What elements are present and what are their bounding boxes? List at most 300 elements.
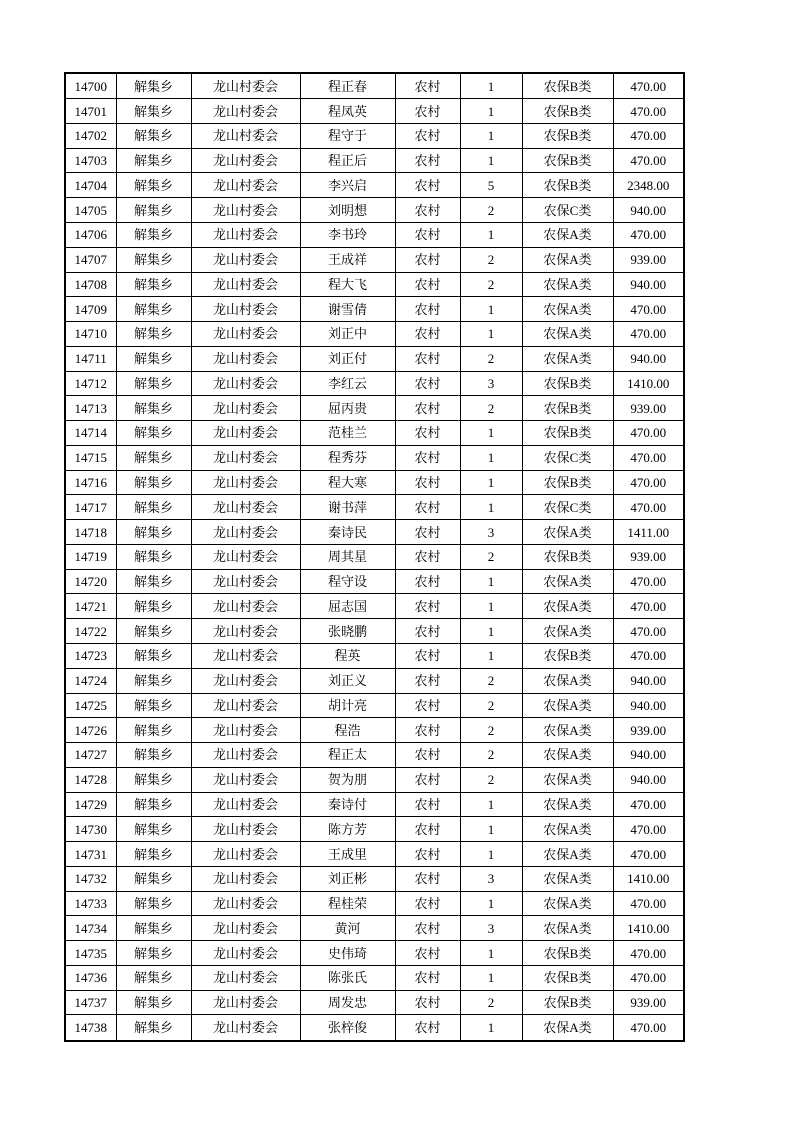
cell-name: 程大飞: [300, 272, 395, 297]
cell-name: 张梓俊: [300, 1015, 395, 1041]
cell-village: 龙山村委会: [191, 346, 300, 371]
cell-amount: 940.00: [613, 743, 684, 768]
cell-township: 解集乡: [116, 297, 191, 322]
cell-township: 解集乡: [116, 990, 191, 1015]
cell-type: 农村: [395, 322, 460, 347]
cell-name: 李红云: [300, 371, 395, 396]
cell-count: 2: [460, 668, 522, 693]
cell-category: 农保B类: [522, 544, 613, 569]
cell-township: 解集乡: [116, 767, 191, 792]
cell-count: 2: [460, 346, 522, 371]
cell-id: 14702: [65, 123, 116, 148]
cell-name: 程浩: [300, 718, 395, 743]
cell-amount: 470.00: [613, 965, 684, 990]
cell-village: 龙山村委会: [191, 396, 300, 421]
cell-township: 解集乡: [116, 842, 191, 867]
cell-id: 14729: [65, 792, 116, 817]
cell-amount: 470.00: [613, 123, 684, 148]
cell-amount: 470.00: [613, 445, 684, 470]
cell-count: 3: [460, 520, 522, 545]
cell-count: 1: [460, 619, 522, 644]
table-row: [65, 644, 684, 669]
table-row: [65, 346, 684, 371]
cell-count: 1: [460, 445, 522, 470]
cell-township: 解集乡: [116, 644, 191, 669]
cell-type: 农村: [395, 916, 460, 941]
cell-type: 农村: [395, 619, 460, 644]
cell-count: 2: [460, 544, 522, 569]
cell-village: 龙山村委会: [191, 148, 300, 173]
cell-category: 农保B类: [522, 941, 613, 966]
cell-type: 农村: [395, 1015, 460, 1041]
cell-count: 1: [460, 569, 522, 594]
cell-count: 5: [460, 173, 522, 198]
cell-village: 龙山村委会: [191, 866, 300, 891]
cell-type: 农村: [395, 990, 460, 1015]
table-row: [65, 718, 684, 743]
cell-id: 14705: [65, 198, 116, 223]
cell-amount: 939.00: [613, 396, 684, 421]
cell-id: 14701: [65, 99, 116, 124]
cell-category: 农保A类: [522, 817, 613, 842]
cell-township: 解集乡: [116, 544, 191, 569]
cell-name: 周发忠: [300, 990, 395, 1015]
cell-type: 农村: [395, 644, 460, 669]
cell-name: 刘明想: [300, 198, 395, 223]
cell-name: 秦诗民: [300, 520, 395, 545]
cell-id: 14703: [65, 148, 116, 173]
cell-id: 14711: [65, 346, 116, 371]
cell-village: 龙山村委会: [191, 495, 300, 520]
table-row: [65, 990, 684, 1015]
cell-village: 龙山村委会: [191, 1015, 300, 1041]
cell-amount: 470.00: [613, 1015, 684, 1041]
cell-category: 农保B类: [522, 470, 613, 495]
cell-township: 解集乡: [116, 743, 191, 768]
cell-type: 农村: [395, 247, 460, 272]
cell-amount: 939.00: [613, 990, 684, 1015]
cell-village: 龙山村委会: [191, 767, 300, 792]
cell-type: 农村: [395, 965, 460, 990]
cell-type: 农村: [395, 445, 460, 470]
cell-id: 14738: [65, 1015, 116, 1041]
cell-village: 龙山村委会: [191, 743, 300, 768]
cell-amount: 940.00: [613, 198, 684, 223]
cell-township: 解集乡: [116, 73, 191, 99]
table-row: [65, 668, 684, 693]
cell-village: 龙山村委会: [191, 371, 300, 396]
cell-township: 解集乡: [116, 445, 191, 470]
cell-category: 农保C类: [522, 495, 613, 520]
cell-count: 1: [460, 965, 522, 990]
cell-amount: 940.00: [613, 272, 684, 297]
cell-village: 龙山村委会: [191, 644, 300, 669]
table-row: [65, 272, 684, 297]
table-row: [65, 916, 684, 941]
cell-township: 解集乡: [116, 792, 191, 817]
cell-name: 王成祥: [300, 247, 395, 272]
cell-type: 农村: [395, 470, 460, 495]
cell-count: 1: [460, 941, 522, 966]
cell-township: 解集乡: [116, 965, 191, 990]
cell-count: 2: [460, 198, 522, 223]
cell-count: 1: [460, 792, 522, 817]
cell-count: 3: [460, 866, 522, 891]
cell-category: 农保B类: [522, 990, 613, 1015]
cell-township: 解集乡: [116, 222, 191, 247]
cell-amount: 1410.00: [613, 866, 684, 891]
cell-category: 农保A类: [522, 718, 613, 743]
cell-id: 14727: [65, 743, 116, 768]
cell-category: 农保A类: [522, 322, 613, 347]
cell-id: 14733: [65, 891, 116, 916]
cell-name: 程秀芬: [300, 445, 395, 470]
cell-id: 14735: [65, 941, 116, 966]
cell-category: 农保A类: [522, 346, 613, 371]
cell-township: 解集乡: [116, 272, 191, 297]
cell-id: 14714: [65, 421, 116, 446]
cell-township: 解集乡: [116, 520, 191, 545]
cell-type: 农村: [395, 767, 460, 792]
cell-category: 农保A类: [522, 247, 613, 272]
cell-category: 农保B类: [522, 148, 613, 173]
table-body: [65, 73, 684, 1041]
cell-township: 解集乡: [116, 1015, 191, 1041]
cell-name: 程正春: [300, 73, 395, 99]
cell-name: 李兴启: [300, 173, 395, 198]
cell-amount: 470.00: [613, 941, 684, 966]
table-row: [65, 73, 684, 99]
cell-type: 农村: [395, 421, 460, 446]
cell-type: 农村: [395, 222, 460, 247]
cell-count: 1: [460, 421, 522, 446]
cell-category: 农保A类: [522, 668, 613, 693]
cell-name: 黄河: [300, 916, 395, 941]
cell-amount: 470.00: [613, 297, 684, 322]
cell-id: 14713: [65, 396, 116, 421]
cell-township: 解集乡: [116, 594, 191, 619]
cell-type: 农村: [395, 792, 460, 817]
cell-amount: 470.00: [613, 644, 684, 669]
cell-name: 程守设: [300, 569, 395, 594]
table-row: [65, 445, 684, 470]
cell-village: 龙山村委会: [191, 222, 300, 247]
cell-village: 龙山村委会: [191, 718, 300, 743]
cell-village: 龙山村委会: [191, 569, 300, 594]
cell-amount: 470.00: [613, 569, 684, 594]
cell-id: 14731: [65, 842, 116, 867]
cell-name: 刘正义: [300, 668, 395, 693]
cell-village: 龙山村委会: [191, 668, 300, 693]
cell-id: 14718: [65, 520, 116, 545]
cell-amount: 1410.00: [613, 916, 684, 941]
cell-category: 农保A类: [522, 842, 613, 867]
cell-type: 农村: [395, 272, 460, 297]
cell-amount: 470.00: [613, 73, 684, 99]
cell-count: 2: [460, 396, 522, 421]
table-row: [65, 421, 684, 446]
cell-village: 龙山村委会: [191, 916, 300, 941]
cell-village: 龙山村委会: [191, 792, 300, 817]
cell-id: 14732: [65, 866, 116, 891]
table-row: [65, 495, 684, 520]
cell-type: 农村: [395, 544, 460, 569]
cell-type: 农村: [395, 99, 460, 124]
cell-count: 1: [460, 470, 522, 495]
cell-village: 龙山村委会: [191, 73, 300, 99]
cell-township: 解集乡: [116, 569, 191, 594]
cell-amount: 470.00: [613, 792, 684, 817]
cell-count: 3: [460, 916, 522, 941]
cell-category: 农保B类: [522, 396, 613, 421]
cell-amount: 470.00: [613, 842, 684, 867]
cell-name: 屈丙贵: [300, 396, 395, 421]
cell-count: 1: [460, 123, 522, 148]
cell-id: 14730: [65, 817, 116, 842]
cell-amount: 470.00: [613, 594, 684, 619]
cell-township: 解集乡: [116, 173, 191, 198]
cell-amount: 1410.00: [613, 371, 684, 396]
cell-id: 14700: [65, 73, 116, 99]
cell-count: 1: [460, 842, 522, 867]
cell-category: 农保A类: [522, 891, 613, 916]
cell-category: 农保A类: [522, 297, 613, 322]
cell-amount: 470.00: [613, 619, 684, 644]
cell-township: 解集乡: [116, 817, 191, 842]
cell-type: 农村: [395, 743, 460, 768]
cell-village: 龙山村委会: [191, 173, 300, 198]
table-row: [65, 941, 684, 966]
cell-type: 农村: [395, 123, 460, 148]
cell-township: 解集乡: [116, 421, 191, 446]
cell-count: 1: [460, 297, 522, 322]
cell-id: 14724: [65, 668, 116, 693]
table-row: [65, 470, 684, 495]
cell-type: 农村: [395, 495, 460, 520]
cell-type: 农村: [395, 693, 460, 718]
table-row: [65, 569, 684, 594]
cell-township: 解集乡: [116, 371, 191, 396]
cell-amount: 940.00: [613, 693, 684, 718]
table-row: [65, 99, 684, 124]
cell-category: 农保B类: [522, 644, 613, 669]
cell-id: 14721: [65, 594, 116, 619]
cell-count: 1: [460, 594, 522, 619]
table-row: [65, 520, 684, 545]
cell-type: 农村: [395, 297, 460, 322]
table-row: [65, 198, 684, 223]
cell-id: 14736: [65, 965, 116, 990]
cell-name: 王成里: [300, 842, 395, 867]
cell-village: 龙山村委会: [191, 322, 300, 347]
table-row: [65, 817, 684, 842]
cell-name: 范桂兰: [300, 421, 395, 446]
cell-name: 陈张氏: [300, 965, 395, 990]
cell-village: 龙山村委会: [191, 445, 300, 470]
cell-category: 农保B类: [522, 421, 613, 446]
cell-village: 龙山村委会: [191, 99, 300, 124]
cell-amount: 939.00: [613, 544, 684, 569]
table-row: [65, 693, 684, 718]
cell-id: 14737: [65, 990, 116, 1015]
cell-type: 农村: [395, 842, 460, 867]
cell-count: 1: [460, 1015, 522, 1041]
cell-village: 龙山村委会: [191, 198, 300, 223]
cell-category: 农保A类: [522, 743, 613, 768]
table-row: [65, 322, 684, 347]
cell-count: 2: [460, 247, 522, 272]
cell-township: 解集乡: [116, 148, 191, 173]
cell-type: 农村: [395, 396, 460, 421]
cell-amount: 1411.00: [613, 520, 684, 545]
cell-id: 14716: [65, 470, 116, 495]
table-row: [65, 619, 684, 644]
cell-type: 农村: [395, 866, 460, 891]
cell-name: 程守于: [300, 123, 395, 148]
table-row: [65, 965, 684, 990]
cell-count: 2: [460, 990, 522, 1015]
cell-name: 贺为朋: [300, 767, 395, 792]
cell-village: 龙山村委会: [191, 965, 300, 990]
cell-category: 农保A类: [522, 693, 613, 718]
cell-id: 14719: [65, 544, 116, 569]
table-row: [65, 173, 684, 198]
cell-amount: 470.00: [613, 817, 684, 842]
cell-amount: 470.00: [613, 495, 684, 520]
cell-name: 屈志国: [300, 594, 395, 619]
table-row: [65, 891, 684, 916]
cell-id: 14712: [65, 371, 116, 396]
cell-count: 2: [460, 693, 522, 718]
cell-township: 解集乡: [116, 346, 191, 371]
cell-type: 农村: [395, 173, 460, 198]
cell-township: 解集乡: [116, 470, 191, 495]
cell-name: 程正后: [300, 148, 395, 173]
cell-type: 农村: [395, 520, 460, 545]
cell-township: 解集乡: [116, 495, 191, 520]
cell-township: 解集乡: [116, 619, 191, 644]
cell-category: 农保A类: [522, 792, 613, 817]
cell-category: 农保B类: [522, 73, 613, 99]
cell-id: 14710: [65, 322, 116, 347]
cell-amount: 940.00: [613, 767, 684, 792]
cell-amount: 939.00: [613, 718, 684, 743]
cell-type: 农村: [395, 346, 460, 371]
cell-name: 秦诗付: [300, 792, 395, 817]
cell-category: 农保A类: [522, 916, 613, 941]
cell-category: 农保B类: [522, 965, 613, 990]
cell-name: 程英: [300, 644, 395, 669]
cell-type: 农村: [395, 371, 460, 396]
cell-township: 解集乡: [116, 693, 191, 718]
cell-amount: 470.00: [613, 470, 684, 495]
cell-village: 龙山村委会: [191, 470, 300, 495]
cell-count: 2: [460, 272, 522, 297]
cell-township: 解集乡: [116, 396, 191, 421]
cell-count: 1: [460, 99, 522, 124]
cell-township: 解集乡: [116, 916, 191, 941]
cell-amount: 470.00: [613, 891, 684, 916]
cell-category: 农保A类: [522, 222, 613, 247]
cell-category: 农保A类: [522, 594, 613, 619]
cell-amount: 470.00: [613, 99, 684, 124]
cell-township: 解集乡: [116, 866, 191, 891]
cell-amount: 470.00: [613, 222, 684, 247]
cell-township: 解集乡: [116, 123, 191, 148]
cell-category: 农保A类: [522, 272, 613, 297]
cell-name: 张晓鹏: [300, 619, 395, 644]
cell-count: 1: [460, 644, 522, 669]
cell-village: 龙山村委会: [191, 544, 300, 569]
cell-type: 农村: [395, 73, 460, 99]
cell-id: 14704: [65, 173, 116, 198]
cell-village: 龙山村委会: [191, 817, 300, 842]
cell-id: 14728: [65, 767, 116, 792]
cell-type: 农村: [395, 148, 460, 173]
cell-count: 1: [460, 891, 522, 916]
cell-id: 14720: [65, 569, 116, 594]
cell-village: 龙山村委会: [191, 990, 300, 1015]
table-row: [65, 396, 684, 421]
table-row: [65, 247, 684, 272]
cell-name: 刘正付: [300, 346, 395, 371]
cell-category: 农保C类: [522, 445, 613, 470]
cell-township: 解集乡: [116, 198, 191, 223]
cell-village: 龙山村委会: [191, 421, 300, 446]
cell-id: 14707: [65, 247, 116, 272]
cell-type: 农村: [395, 891, 460, 916]
cell-type: 农村: [395, 569, 460, 594]
cell-count: 2: [460, 767, 522, 792]
cell-category: 农保A类: [522, 569, 613, 594]
pension-payment-table: [64, 72, 685, 1042]
cell-township: 解集乡: [116, 941, 191, 966]
cell-name: 谢书萍: [300, 495, 395, 520]
cell-category: 农保B类: [522, 99, 613, 124]
cell-name: 谢雪倩: [300, 297, 395, 322]
cell-type: 农村: [395, 594, 460, 619]
cell-id: 14725: [65, 693, 116, 718]
cell-village: 龙山村委会: [191, 693, 300, 718]
table-row: [65, 123, 684, 148]
cell-category: 农保A类: [522, 767, 613, 792]
cell-id: 14708: [65, 272, 116, 297]
cell-village: 龙山村委会: [191, 842, 300, 867]
cell-amount: 939.00: [613, 247, 684, 272]
table-row: [65, 866, 684, 891]
cell-name: 刘正彬: [300, 866, 395, 891]
cell-name: 史伟琦: [300, 941, 395, 966]
cell-name: 周其星: [300, 544, 395, 569]
cell-id: 14723: [65, 644, 116, 669]
table-row: [65, 743, 684, 768]
cell-amount: 470.00: [613, 148, 684, 173]
cell-amount: 470.00: [613, 421, 684, 446]
cell-village: 龙山村委会: [191, 272, 300, 297]
cell-name: 陈方芳: [300, 817, 395, 842]
cell-category: 农保A类: [522, 520, 613, 545]
cell-id: 14722: [65, 619, 116, 644]
cell-township: 解集乡: [116, 668, 191, 693]
cell-count: 1: [460, 322, 522, 347]
cell-count: 2: [460, 718, 522, 743]
cell-village: 龙山村委会: [191, 891, 300, 916]
cell-count: 1: [460, 817, 522, 842]
cell-type: 农村: [395, 198, 460, 223]
cell-count: 1: [460, 73, 522, 99]
table-region: [64, 72, 685, 1042]
cell-name: 程凤英: [300, 99, 395, 124]
